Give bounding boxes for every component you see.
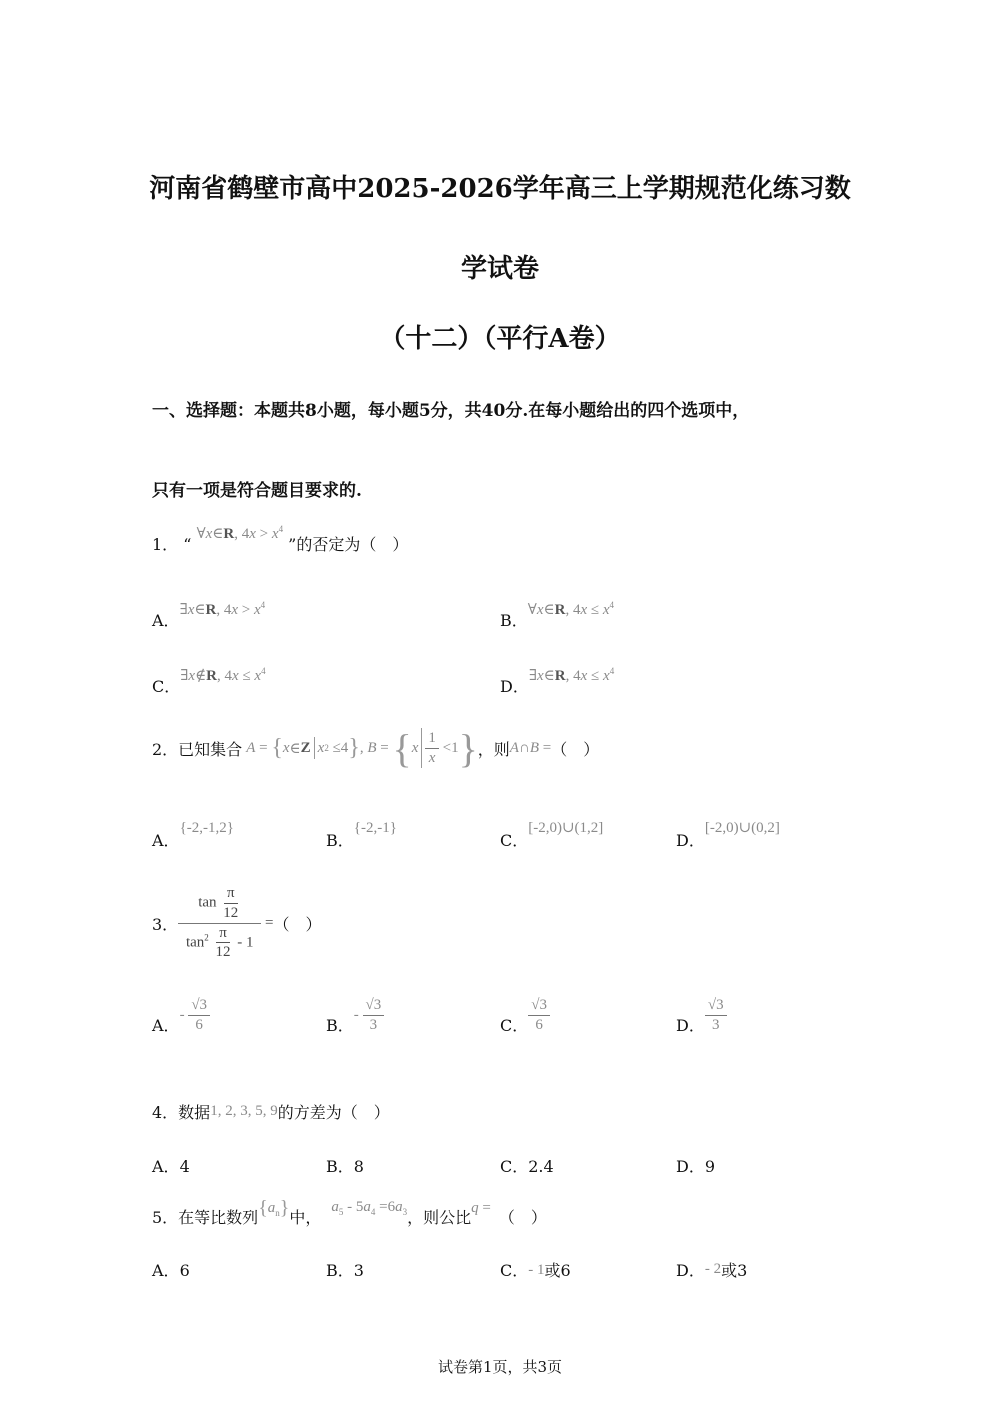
page-title-line2: 学试卷 [460, 254, 539, 284]
q3-option-c[interactable] [500, 996, 550, 1035]
option-label: B． [500, 611, 528, 630]
math-expression: [-2,0)∪(1,2] [528, 820, 604, 836]
question-number: 3． [152, 914, 179, 934]
option-label: D． [500, 677, 529, 696]
math-expression: $a_5 - 5a_4 =6a_3$ [331, 1199, 408, 1217]
section-heading-line1: 一、选择题：本题共8小题，每小题5分，共40分.在每小题给出的四个选项中， [152, 401, 750, 421]
math-expression: [-2,0)∪(0,2] [704, 820, 780, 836]
math-expression: $\frac{√3}{3}$ [705, 1007, 727, 1023]
math-expression: q = [471, 1199, 491, 1216]
option-label: C． [500, 1015, 529, 1035]
q5-option-d[interactable] [676, 1258, 747, 1281]
q1-option-a[interactable] [152, 596, 266, 630]
q3-option-a[interactable] [152, 996, 210, 1035]
option-value: 8 [353, 1157, 364, 1176]
option-value: 6 [179, 1261, 190, 1280]
q3-option-b[interactable] [326, 996, 384, 1035]
math-expression: {-2,-1} [353, 820, 397, 836]
q2-option-b[interactable] [326, 814, 397, 850]
option-label: C． [500, 1157, 529, 1176]
question-3 [152, 878, 322, 968]
math-expression: - 2 [704, 1261, 722, 1277]
math-expression: ∀x∈R, $4x > x^4$ [196, 524, 284, 542]
q2-option-a[interactable] [152, 814, 234, 850]
q4-option-c[interactable] [500, 1154, 554, 1177]
option-label: D． [676, 1261, 705, 1280]
math-expression: ∃x∈R, $4x \le x^4$ [528, 666, 615, 684]
q2-option-d[interactable] [676, 814, 780, 850]
question-text: 的方差为（ ） [277, 1103, 390, 1122]
q1-option-c[interactable] [152, 662, 266, 696]
option-value: 4 [179, 1157, 190, 1176]
question-text: （ ） [551, 739, 600, 759]
question-2 [152, 724, 599, 772]
option-value: 9 [704, 1157, 716, 1176]
question-number: 4．数据 [152, 1103, 211, 1122]
option-label: B． [326, 1261, 354, 1280]
option-label: A． [152, 611, 180, 630]
open-quote: “ [183, 535, 192, 554]
option-label: D． [676, 1157, 705, 1176]
question-4 [152, 1100, 390, 1123]
question-text: （ ） [273, 914, 322, 934]
q5-option-b[interactable] [326, 1258, 364, 1281]
section-heading-line2: 只有一项是符合题目要求的. [152, 481, 362, 501]
option-label: B． [326, 1015, 354, 1035]
math-expression: {-2,-1,2} [179, 820, 234, 836]
question-text: （ ） [498, 1207, 547, 1227]
math-expression: - $\frac{√3}{6}$ [180, 1007, 210, 1023]
question-number: 2．已知集合 [152, 739, 243, 759]
question-text: ，则公比 [407, 1207, 472, 1227]
math-expression: tan $\frac{\pi}{12}$ $\tan^2$ $\frac{\pi}{12}$ - 1 = [178, 884, 273, 962]
math-expression: - 1 [528, 1262, 545, 1278]
math-expression: - $\frac{√3}{3}$ [354, 1007, 384, 1023]
option-label: C． [500, 1261, 529, 1280]
question-text: 中， [289, 1207, 322, 1227]
q1-option-b[interactable] [500, 596, 615, 630]
option-label: A． [152, 1157, 180, 1176]
question-number: 5．在等比数列 [152, 1207, 259, 1227]
q4-option-b[interactable] [326, 1154, 364, 1177]
option-text: 或3 [721, 1261, 748, 1280]
math-expression: A = { x ∈ Z x 2 ≤4 } , B = { x $\frac{1}{x}$ <1 } [246, 725, 478, 771]
option-label: D． [676, 1015, 705, 1035]
option-value: 3 [353, 1261, 364, 1280]
option-label: B． [326, 831, 354, 850]
math-expression: ∃x∈R, $4x > x^4$ [179, 600, 266, 618]
math-expression: 1, 2, 3, 5, 9 [210, 1103, 278, 1119]
q5-option-c[interactable] [500, 1258, 571, 1281]
question-1 [152, 524, 409, 555]
q1-option-d[interactable] [500, 662, 615, 696]
q2-option-c[interactable] [500, 814, 604, 850]
option-label: A． [152, 1015, 180, 1035]
page-subtitle: （十二）（平行A卷） [379, 324, 621, 354]
q4-option-d[interactable] [676, 1154, 715, 1177]
option-label: A． [152, 1261, 180, 1280]
question-text: ”的否定为（ ） [288, 535, 409, 554]
question-number: 1． [152, 535, 179, 554]
q4-option-a[interactable] [152, 1154, 190, 1177]
q3-option-d[interactable] [676, 996, 727, 1035]
page-footer: 试卷第1页，共3页 [437, 1358, 563, 1376]
math-expression: ∃x∉R, $4x \le x^4$ [180, 666, 266, 684]
math-expression: A∩B = [509, 739, 552, 756]
option-text: 或6 [544, 1261, 571, 1280]
math-expression: ∀x∈R, $4x \le x^4$ [527, 600, 615, 618]
option-value: 2.4 [528, 1157, 554, 1176]
math-expression: $\{a_n\}$ [258, 1196, 290, 1219]
math-expression: $\frac{√3}{6}$ [528, 1007, 550, 1023]
option-label: C． [500, 831, 529, 850]
q5-option-a[interactable] [152, 1258, 190, 1281]
question-5 [152, 1198, 547, 1234]
option-label: D． [676, 831, 705, 850]
question-text: ，则 [477, 739, 510, 759]
option-label: B． [326, 1157, 354, 1176]
page-title-line1: 河南省鹤壁市高中2025-2026学年高三上学期规范化练习数 [149, 174, 851, 204]
option-label: C． [152, 677, 181, 696]
option-label: A． [152, 831, 180, 850]
